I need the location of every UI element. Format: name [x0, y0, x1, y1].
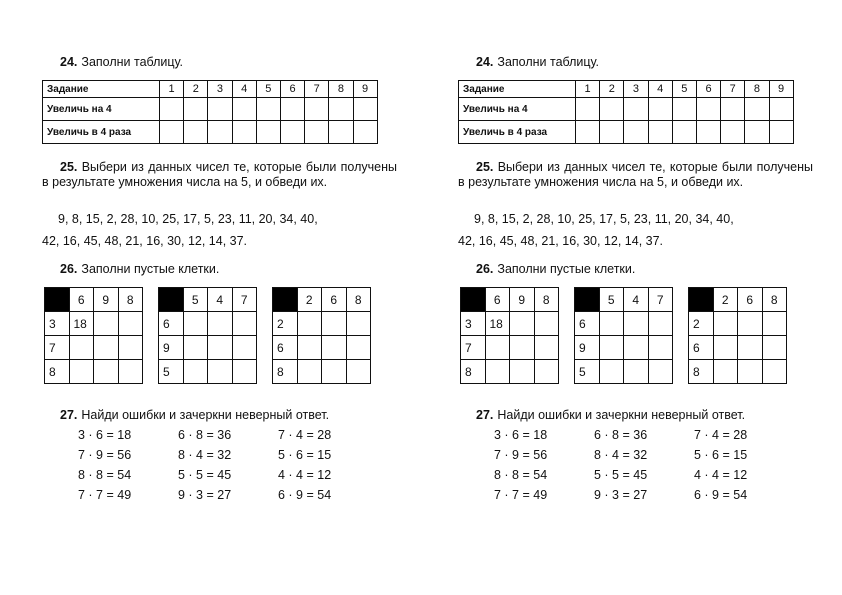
task-24-table	[42, 80, 378, 144]
grid-cell-empty[interactable]	[648, 360, 673, 384]
grid-cell-empty[interactable]	[297, 312, 322, 336]
grid-cell-empty[interactable]	[713, 336, 738, 360]
task-number: 26.	[476, 262, 494, 276]
grid-row-header: 7	[45, 336, 70, 360]
equation[interactable]: 6 · 8 = 36	[594, 428, 648, 442]
grid-cell-empty[interactable]	[762, 312, 787, 336]
grid-cell-empty[interactable]	[118, 360, 143, 384]
grid-header-cell: 4	[624, 288, 649, 312]
table-column-header: 2	[184, 81, 208, 98]
grid-cell-empty[interactable]	[346, 312, 371, 336]
table-cell-empty[interactable]	[648, 121, 672, 144]
grid-header-cell: 5	[599, 288, 624, 312]
grid-cell-empty[interactable]	[624, 360, 649, 384]
task-24-table	[458, 80, 794, 144]
grid-header-cell: 6	[485, 288, 510, 312]
equation[interactable]: 7 · 4 = 28	[694, 428, 748, 442]
table-cell-empty[interactable]	[769, 98, 793, 121]
grid-cell-empty[interactable]	[346, 336, 371, 360]
task-title: Найди ошибки и зачеркни неверный ответ.	[81, 408, 330, 422]
task-number: 26.	[60, 262, 78, 276]
grid-cell-empty[interactable]	[738, 312, 763, 336]
table-cell-empty[interactable]	[721, 98, 745, 121]
multiplication-grid	[272, 287, 371, 384]
grid-row-header: 8	[461, 360, 486, 384]
grid-header-cell: 9	[94, 288, 119, 312]
grid-cell-empty[interactable]	[69, 360, 94, 384]
multiplication-grid	[688, 287, 787, 384]
grid-cell-empty[interactable]	[510, 312, 535, 336]
task-title: Заполни таблицу.	[497, 55, 600, 69]
table-row-label: Увеличь в 4 раза	[43, 121, 160, 144]
task-25-numbers	[458, 208, 824, 252]
grid-row-header: 6	[273, 336, 298, 360]
table-cell-empty[interactable]	[600, 98, 624, 121]
table-cell-empty[interactable]	[184, 98, 208, 121]
table-cell-empty[interactable]	[648, 98, 672, 121]
equation[interactable]: 6 · 9 = 54	[694, 488, 748, 502]
grid-cell-empty[interactable]	[599, 360, 624, 384]
table-column-header: 5	[672, 81, 696, 98]
table-cell-empty[interactable]	[184, 121, 208, 144]
table-cell-empty[interactable]	[745, 98, 769, 121]
grid-cell-empty[interactable]	[322, 336, 347, 360]
task-title: Заполни таблицу.	[81, 55, 184, 69]
equation[interactable]: 7 · 4 = 28	[278, 428, 332, 442]
number-line: 9, 8, 15, 2, 28, 10, 25, 17, 5, 23, 11, 20, 34, 40,	[474, 212, 734, 226]
grid-cell-empty[interactable]	[599, 312, 624, 336]
grid-cell-empty[interactable]	[624, 312, 649, 336]
grid-header-cell: 2	[297, 288, 322, 312]
grid-cell-empty[interactable]	[713, 360, 738, 384]
grid-row-header: 9	[575, 336, 600, 360]
table-cell-empty[interactable]	[305, 121, 329, 144]
grid-cell-empty[interactable]	[69, 336, 94, 360]
grid-corner	[689, 288, 714, 312]
table-cell-empty[interactable]	[696, 98, 720, 121]
grid-cell-empty[interactable]	[183, 312, 208, 336]
task-instruction: Выбери из данных чисел те, которые были получены в результате умножения числа на 5, и обведи их.	[458, 160, 813, 189]
table-column-header: 3	[624, 81, 648, 98]
grid-cell-empty[interactable]	[648, 336, 673, 360]
grid-row-header: 3	[461, 312, 486, 336]
grid-cell-empty[interactable]	[485, 336, 510, 360]
grid-cell-empty[interactable]	[118, 336, 143, 360]
table-column-header: 9	[353, 81, 377, 98]
table-column-header: 1	[576, 81, 600, 98]
grid-header-cell: 6	[738, 288, 763, 312]
equation[interactable]: 8 · 4 = 32	[178, 448, 232, 462]
grid-cell-empty[interactable]	[183, 360, 208, 384]
grid-header-cell: 8	[346, 288, 371, 312]
grid-row-header: 8	[45, 360, 70, 384]
table-column-header: 8	[329, 81, 353, 98]
table-column-header: 4	[648, 81, 672, 98]
equation[interactable]: 5 · 6 = 15	[694, 448, 748, 462]
grid-cell-empty[interactable]	[118, 312, 143, 336]
grid-cell-empty[interactable]	[485, 360, 510, 384]
task-26-heading	[476, 262, 635, 276]
number-line: 9, 8, 15, 2, 28, 10, 25, 17, 5, 23, 11, 20, 34, 40,	[58, 212, 318, 226]
grid-cell-empty[interactable]	[534, 360, 559, 384]
grid-corner	[45, 288, 70, 312]
equation[interactable]: 5 · 6 = 15	[278, 448, 332, 462]
task-instruction: Выбери из данных чисел те, которые были получены в результате умножения числа на 5, и обведи их.	[42, 160, 397, 189]
task-number: 27.	[60, 408, 78, 422]
equation[interactable]: 4 · 4 = 12	[694, 468, 748, 482]
grid-row-header: 5	[575, 360, 600, 384]
table-column-header: 6	[696, 81, 720, 98]
table-column-header: 5	[256, 81, 280, 98]
task-24-heading	[476, 55, 599, 69]
table-cell-empty[interactable]	[232, 98, 256, 121]
grid-cell-empty[interactable]	[183, 336, 208, 360]
table-cell-empty[interactable]	[672, 98, 696, 121]
page-right	[416, 0, 837, 595]
grid-cell-empty[interactable]	[232, 312, 257, 336]
table-cell-empty[interactable]	[721, 121, 745, 144]
grid-row-header: 3	[45, 312, 70, 336]
table-column-header: 2	[600, 81, 624, 98]
grid-row-header: 5	[159, 360, 184, 384]
task-number: 25.	[476, 160, 494, 174]
grid-header-cell: 8	[534, 288, 559, 312]
table-row-label: Увеличь в 4 раза	[459, 121, 576, 144]
equation[interactable]: 7 · 7 = 49	[78, 488, 132, 502]
grid-cell-empty[interactable]	[534, 312, 559, 336]
grid-cell-empty[interactable]	[94, 360, 119, 384]
grid-cell-empty[interactable]	[510, 336, 535, 360]
table-cell-empty[interactable]	[305, 98, 329, 121]
equation[interactable]: 8 · 8 = 54	[78, 468, 132, 482]
task-number: 24.	[60, 55, 78, 69]
equation[interactable]: 3 · 6 = 18	[494, 428, 548, 442]
grid-cell-empty[interactable]	[232, 336, 257, 360]
table-cell-empty[interactable]	[208, 98, 232, 121]
table-cell-empty[interactable]	[353, 121, 377, 144]
equation[interactable]: 6 · 8 = 36	[178, 428, 232, 442]
table-cell-empty[interactable]	[576, 121, 600, 144]
grid-cell-empty[interactable]	[738, 360, 763, 384]
grid-cell-empty[interactable]	[713, 312, 738, 336]
grid-row-header: 9	[159, 336, 184, 360]
grid-cell-empty[interactable]	[208, 312, 233, 336]
task-25-numbers	[42, 208, 408, 252]
grid-header-cell: 8	[118, 288, 143, 312]
grid-row-header: 6	[689, 336, 714, 360]
grid-corner	[461, 288, 486, 312]
grid-cell-empty[interactable]	[738, 336, 763, 360]
task-title: Найди ошибки и зачеркни неверный ответ.	[497, 408, 746, 422]
equation[interactable]: 7 · 7 = 49	[494, 488, 548, 502]
table-column-header: 7	[305, 81, 329, 98]
table-header-label: Задание	[43, 81, 160, 98]
grid-header-cell: 6	[69, 288, 94, 312]
grid-cell-empty[interactable]	[232, 360, 257, 384]
multiplication-grid	[574, 287, 673, 384]
equation[interactable]: 7 · 9 = 56	[78, 448, 132, 462]
grid-header-cell: 7	[648, 288, 673, 312]
table-cell-empty[interactable]	[696, 121, 720, 144]
task-27-heading	[60, 408, 329, 422]
grid-row-header: 7	[461, 336, 486, 360]
equation[interactable]: 4 · 4 = 12	[278, 468, 332, 482]
table-cell-empty[interactable]	[576, 98, 600, 121]
grid-row-header: 6	[159, 312, 184, 336]
grid-header-cell: 8	[762, 288, 787, 312]
table-cell-empty[interactable]	[329, 121, 353, 144]
table-column-header: 3	[208, 81, 232, 98]
grid-cell-empty[interactable]	[599, 336, 624, 360]
grid-corner	[273, 288, 298, 312]
table-column-header: 8	[745, 81, 769, 98]
task-25-text	[42, 160, 397, 190]
table-row-label: Увеличь на 4	[459, 98, 576, 121]
equation[interactable]: 8 · 4 = 32	[594, 448, 648, 462]
number-line: 42, 16, 45, 48, 21, 16, 30, 12, 14, 37.	[458, 234, 664, 248]
multiplication-grid	[158, 287, 257, 384]
table-cell-empty[interactable]	[232, 121, 256, 144]
table-cell-empty[interactable]	[256, 121, 280, 144]
grid-row-header: 2	[273, 312, 298, 336]
table-cell-empty[interactable]	[280, 121, 304, 144]
table-header-label: Задание	[459, 81, 576, 98]
grid-cell-empty[interactable]	[94, 312, 119, 336]
grid-cell-empty[interactable]	[208, 336, 233, 360]
grid-cell-filled: 18	[485, 312, 510, 336]
task-26-heading	[60, 262, 219, 276]
grid-corner	[575, 288, 600, 312]
table-column-header: 1	[160, 81, 184, 98]
grid-cell-filled: 18	[69, 312, 94, 336]
grid-header-cell: 5	[183, 288, 208, 312]
task-27-heading	[476, 408, 745, 422]
grid-row-header: 2	[689, 312, 714, 336]
grid-row-header: 8	[689, 360, 714, 384]
table-cell-empty[interactable]	[160, 121, 184, 144]
equation[interactable]: 9 · 3 = 27	[178, 488, 232, 502]
grid-cell-empty[interactable]	[762, 336, 787, 360]
table-cell-empty[interactable]	[600, 121, 624, 144]
grid-cell-empty[interactable]	[322, 360, 347, 384]
table-cell-empty[interactable]	[745, 121, 769, 144]
table-column-header: 9	[769, 81, 793, 98]
table-cell-empty[interactable]	[329, 98, 353, 121]
grid-cell-empty[interactable]	[510, 360, 535, 384]
task-title: Заполни пустые клетки.	[497, 262, 636, 276]
task-number: 24.	[476, 55, 494, 69]
table-cell-empty[interactable]	[624, 121, 648, 144]
table-cell-empty[interactable]	[208, 121, 232, 144]
table-column-header: 7	[721, 81, 745, 98]
table-column-header: 6	[280, 81, 304, 98]
grid-row-header: 8	[273, 360, 298, 384]
grid-cell-empty[interactable]	[648, 312, 673, 336]
grid-cell-empty[interactable]	[297, 360, 322, 384]
equation[interactable]: 5 · 5 = 45	[594, 468, 648, 482]
number-line: 42, 16, 45, 48, 21, 16, 30, 12, 14, 37.	[42, 234, 248, 248]
table-column-header: 4	[232, 81, 256, 98]
equation[interactable]: 8 · 8 = 54	[494, 468, 548, 482]
task-number: 27.	[476, 408, 494, 422]
grid-cell-empty[interactable]	[208, 360, 233, 384]
grid-row-header: 6	[575, 312, 600, 336]
grid-cell-empty[interactable]	[624, 336, 649, 360]
task-24-heading	[60, 55, 183, 69]
table-cell-empty[interactable]	[769, 121, 793, 144]
grid-cell-empty[interactable]	[534, 336, 559, 360]
table-cell-empty[interactable]	[624, 98, 648, 121]
table-cell-empty[interactable]	[672, 121, 696, 144]
grid-cell-empty[interactable]	[762, 360, 787, 384]
task-25-text	[458, 160, 813, 190]
grid-cell-empty[interactable]	[322, 312, 347, 336]
table-cell-empty[interactable]	[160, 98, 184, 121]
table-cell-empty[interactable]	[353, 98, 377, 121]
grid-header-cell: 2	[713, 288, 738, 312]
grid-header-cell: 6	[322, 288, 347, 312]
equation[interactable]: 5 · 5 = 45	[178, 468, 232, 482]
grid-cell-empty[interactable]	[346, 360, 371, 384]
grid-header-cell: 9	[510, 288, 535, 312]
grid-header-cell: 4	[208, 288, 233, 312]
grid-header-cell: 7	[232, 288, 257, 312]
equation[interactable]: 7 · 9 = 56	[494, 448, 548, 462]
table-cell-empty[interactable]	[280, 98, 304, 121]
multiplication-grid	[460, 287, 559, 384]
table-row-label: Увеличь на 4	[43, 98, 160, 121]
grid-cell-empty[interactable]	[297, 336, 322, 360]
equation[interactable]: 9 · 3 = 27	[594, 488, 648, 502]
table-cell-empty[interactable]	[256, 98, 280, 121]
task-title: Заполни пустые клетки.	[81, 262, 220, 276]
equation[interactable]: 6 · 9 = 54	[278, 488, 332, 502]
multiplication-grid	[44, 287, 143, 384]
grid-cell-empty[interactable]	[94, 336, 119, 360]
grid-corner	[159, 288, 184, 312]
equation[interactable]: 3 · 6 = 18	[78, 428, 132, 442]
task-number: 25.	[60, 160, 78, 174]
